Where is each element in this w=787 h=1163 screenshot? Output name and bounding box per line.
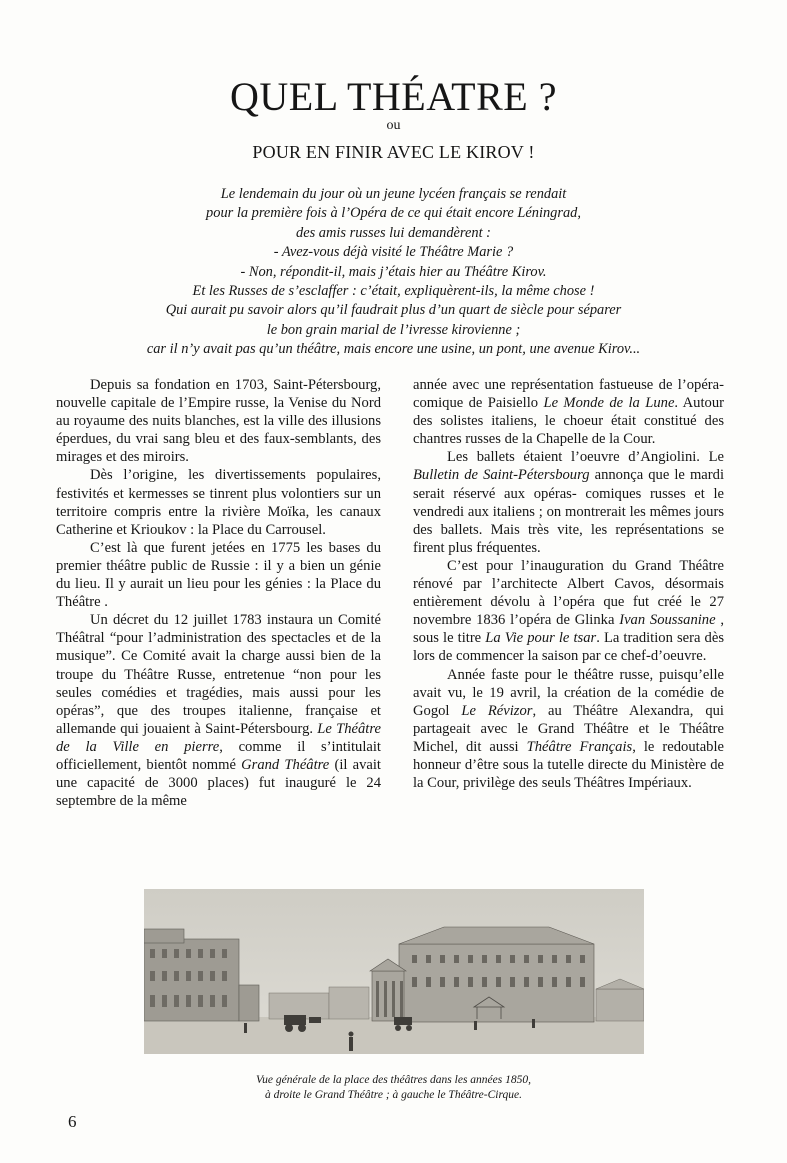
text-run: Les ballets étaient l’oeuvre d’Angiolini. Le bbox=[447, 449, 724, 466]
right-column bbox=[413, 376, 724, 792]
intro-line: Le lendemain du jour où un jeune lycéen français se rendait bbox=[220, 186, 567, 202]
text-run: , le redoutable honneur d’être sous la tutelle directe du Ministère de la Cour, privilège des seuls Théâtres Impériaux. bbox=[413, 738, 724, 792]
paragraph bbox=[413, 448, 724, 557]
page-subtitle: POUR EN FINIR AVEC LE KIROV ! bbox=[252, 142, 535, 162]
intro-line: pour la première fois à l’Opéra de ce qui était encore Léningrad, bbox=[206, 205, 581, 222]
paragraph bbox=[413, 666, 724, 793]
text-run: , sous le titre bbox=[413, 612, 724, 647]
engraving-illustration bbox=[144, 889, 644, 1054]
intro-line: des amis russes lui demandèrent : bbox=[296, 224, 491, 241]
text-run: Année faste pour le théâtre russe, puisqu’elle avait vu, le 19 avril, la création de la comédie de Gogol bbox=[413, 666, 724, 719]
text-run: , comme il s’intitulait officiellement, bientôt nommé bbox=[56, 738, 381, 773]
italic-title: Bulletin de Saint-Pétersbourg bbox=[413, 467, 590, 484]
intro-line: - Avez-vous déjà visité le Théâtre Marie ? bbox=[273, 244, 514, 261]
italic-title: Théâtre Français bbox=[526, 738, 633, 755]
intro-line: Et les Russes de s’esclaffer : c’était, expliquèrent-ils, la même chose ! bbox=[192, 283, 595, 300]
intro-line: car il n’y avait pas qu’un théâtre, mais encore une usine, un pont, une avenue Kirov... bbox=[146, 341, 641, 358]
paragraph bbox=[413, 557, 724, 666]
paragraph: C’est là que furent jetées en 1775 les bases du premier théâtre public de Russie : il y a bien un génie du lieu. Il y aurait un lieu pour les génies : la Place du Théâtre . bbox=[56, 539, 381, 611]
paragraph bbox=[413, 376, 724, 448]
text-run: annonça que le mardi serait réservé aux opéras- comiques russes et le vendredi aux italiens ; on montrerait les mêmes jours des ballets. Mais très vite, les représentations se firent plus fréquentes. bbox=[413, 467, 724, 556]
text-run: Un décret du 12 juillet 1783 instaura un Comité Théâtral “pour l’administration des spectacles et de la musique”. Ce Comité avait la charge aussi bien de la troupe du Théâtre Russe, entretenue “non pour les seules comédies et tragédies, mais aussi pour les opéras”, que des troupes italienne, française et allemande qui jouaient à Saint-Pétersbourg. bbox=[56, 612, 381, 737]
intro-line: - Non, répondit-il, mais j’étais hier au Théâtre Kirov. bbox=[240, 263, 547, 280]
text-run: . Autour des solistes italiens, le choeur était constitué des chantres russes de la Chapelle de la Cour. bbox=[413, 395, 724, 448]
caption-line: Vue générale de la place des théâtres dans les années 1850, bbox=[256, 1074, 531, 1086]
left-column bbox=[56, 376, 381, 810]
italic-title: Grand Théâtre bbox=[241, 756, 330, 773]
figure-caption bbox=[0, 1073, 787, 1103]
theatre-square-engraving bbox=[144, 889, 644, 1054]
page-title: QUEL THÉATRE ? bbox=[230, 74, 557, 119]
paragraph: Dès l’origine, les divertissements populaires, festivités et kermesses se tinrent plus volontiers sur un territoire compris entre la rivière Moïka, les canaux Catherine et Krioukov : la Place du Carrousel. bbox=[56, 467, 381, 538]
italic-title: Le Théâtre de la Ville en pierre bbox=[56, 720, 381, 755]
italic-title: Le Monde de la Lune bbox=[543, 395, 675, 412]
paragraph: Depuis sa fondation en 1703, Saint-Pétersbourg, nouvelle capitale de l’Empire russe, la Venise du Nord au royaume des nuits blanches, est la ville des illusions éperdues, du vrai sang bleu et des faux-semblants, des mirages et des miroirs. bbox=[56, 377, 381, 466]
intro-epigraph bbox=[60, 185, 727, 360]
intro-line: Qui aurait pu savoir alors qu’il faudrait plus d’un quart de siècle pour séparer bbox=[165, 302, 622, 319]
paragraph bbox=[56, 611, 381, 810]
page-number: 6 bbox=[68, 1112, 77, 1131]
text-run: année avec une représentation fastueuse de l’opéra-comique de Paisiello bbox=[413, 377, 724, 412]
text-run: . La tradition sera dès lors de commencer la saison par ce chef-d’oeuvre. bbox=[413, 630, 725, 665]
intro-line: le bon grain marial de l’ivresse kirovienne ; bbox=[266, 321, 521, 338]
title-conjunction: ou bbox=[386, 118, 401, 133]
italic-title: Ivan Soussanine bbox=[619, 612, 716, 629]
caption-line: à droite le Grand Théâtre ; à gauche le Théâtre-Cirque. bbox=[264, 1089, 522, 1101]
italic-title: Le Révizor bbox=[461, 702, 533, 719]
text-run: C’est pour l’inauguration du Grand Théâtre rénové par l’architecte Albert Cavos, désormais entièrement dévolu à l’opéra que fut créé le 27 novembre 1836 l’opéra de Glinka bbox=[413, 557, 724, 629]
text-run: , au Théâtre Alexandra, qui partageait avec le Grand Théâtre et le Théâtre Michel, dit aussi bbox=[413, 702, 724, 755]
text-run: (il avait une capacité de 3000 places) fut inauguré le 24 septembre de la même bbox=[56, 756, 381, 810]
italic-title: La Vie pour le tsar bbox=[485, 630, 597, 647]
